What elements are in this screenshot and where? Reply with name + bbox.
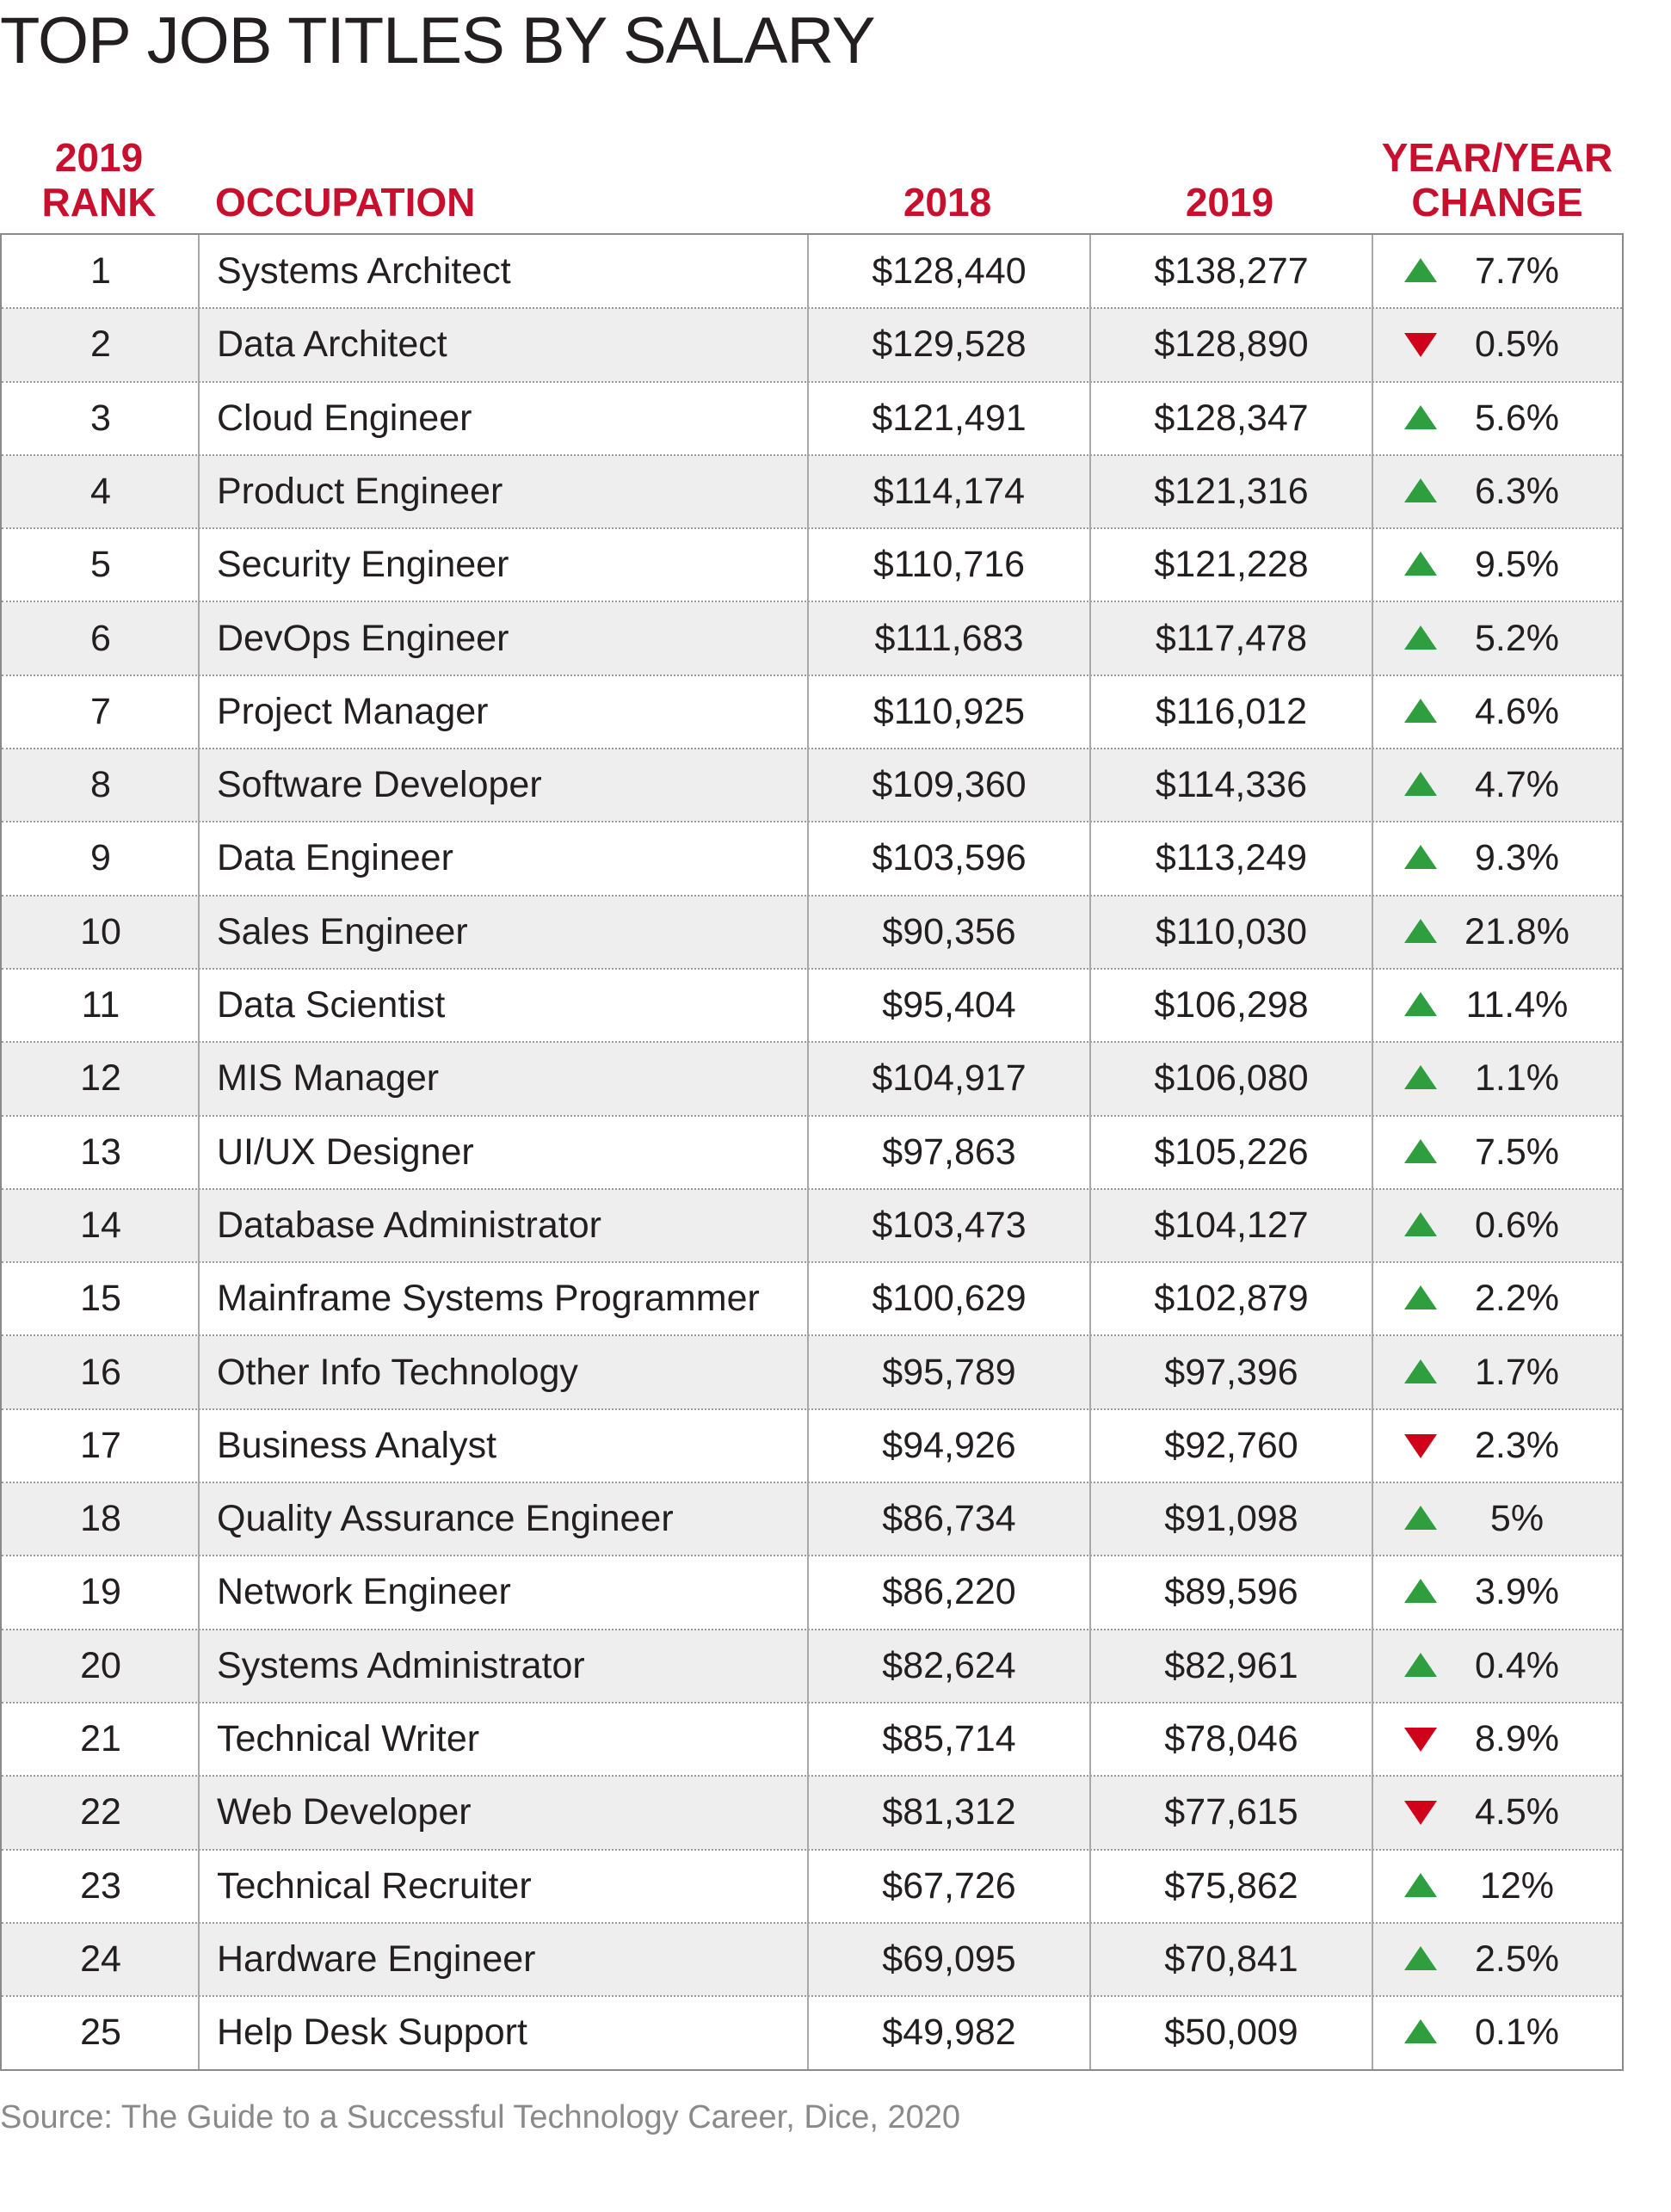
row-separator <box>2 1261 1622 1263</box>
salary-2018-cell: $128,440 <box>872 250 1027 292</box>
change-percent: 4.6% <box>1474 690 1559 732</box>
salary-2019-cell: $113,249 <box>1155 837 1308 879</box>
salary-2019-cell: $106,298 <box>1154 984 1309 1026</box>
change-cell <box>1396 1336 1602 1409</box>
table-row <box>2 455 1622 528</box>
occupation-cell: Technical Writer <box>217 1718 480 1759</box>
salary-2018-cell: $90,356 <box>882 910 1016 952</box>
table-row <box>2 1482 1622 1556</box>
change-percent: 12% <box>1479 1864 1555 1907</box>
occupation-cell: UI/UX Designer <box>217 1131 474 1173</box>
salary-2018-cell: $97,863 <box>882 1131 1016 1173</box>
change-cell <box>1396 1703 1602 1776</box>
triangle-up-icon <box>1404 1212 1437 1236</box>
table-row <box>2 308 1622 381</box>
occupation-cell: Data Architect <box>217 323 447 366</box>
table-row <box>2 1262 1622 1335</box>
header-2018: 2018 <box>903 180 992 225</box>
salary-2019-cell: $92,760 <box>1164 1424 1298 1466</box>
salary-2018-cell: $86,734 <box>882 1498 1016 1540</box>
occupation-cell: Systems Administrator <box>217 1644 585 1686</box>
salary-2019-cell: $82,961 <box>1164 1644 1298 1686</box>
change-percent: 9.3% <box>1474 837 1559 879</box>
salary-table <box>0 233 1624 2071</box>
table-row <box>2 969 1622 1042</box>
change-cell <box>1396 1189 1602 1262</box>
occupation-cell: Security Engineer <box>217 544 509 586</box>
change-percent: 5% <box>1489 1498 1545 1540</box>
table-row <box>2 749 1622 822</box>
occupation-cell: Cloud Engineer <box>217 397 472 439</box>
rank-cell: 12 <box>80 1057 121 1100</box>
salary-2018-cell: $109,360 <box>872 764 1027 806</box>
triangle-down-icon <box>1404 1434 1437 1458</box>
change-percent: 9.5% <box>1474 544 1559 586</box>
salary-2018-cell: $69,095 <box>882 1938 1016 1980</box>
salary-2019-cell: $102,879 <box>1154 1278 1309 1320</box>
change-percent: 0.4% <box>1474 1644 1559 1686</box>
triangle-down-icon <box>1404 1728 1437 1752</box>
row-separator <box>2 1629 1622 1630</box>
change-percent: 2.3% <box>1474 1424 1559 1466</box>
salary-2018-cell: $94,926 <box>882 1424 1016 1466</box>
salary-2018-cell: $104,917 <box>872 1057 1027 1100</box>
rank-cell: 20 <box>80 1644 121 1686</box>
change-cell <box>1396 1409 1602 1482</box>
change-cell <box>1396 749 1602 822</box>
change-cell <box>1396 1996 1602 2069</box>
row-separator <box>2 675 1622 676</box>
rank-cell: 13 <box>80 1131 121 1173</box>
occupation-cell: Other Info Technology <box>217 1351 578 1393</box>
salary-2018-cell: $85,714 <box>882 1718 1016 1759</box>
change-percent: 11.4% <box>1465 984 1569 1026</box>
row-separator <box>2 1041 1622 1043</box>
triangle-up-icon <box>1404 1359 1437 1383</box>
row-separator <box>2 1995 1622 1997</box>
row-separator <box>2 454 1622 456</box>
salary-2019-cell: $75,862 <box>1164 1864 1298 1907</box>
change-cell <box>1396 1923 1602 1996</box>
salary-2019-cell: $97,396 <box>1164 1351 1298 1393</box>
row-separator <box>2 1188 1622 1190</box>
change-percent: 2.5% <box>1474 1938 1559 1980</box>
table-row <box>2 1630 1622 1703</box>
rank-cell: 5 <box>90 544 111 586</box>
occupation-cell: Data Engineer <box>217 837 453 879</box>
salary-2018-cell: $86,220 <box>882 1571 1016 1613</box>
rank-cell: 22 <box>80 1791 121 1833</box>
change-cell <box>1396 969 1602 1042</box>
table-row <box>2 1850 1622 1923</box>
triangle-up-icon <box>1404 772 1437 796</box>
salary-2018-cell: $103,473 <box>872 1204 1027 1246</box>
salary-2019-cell: $116,012 <box>1155 690 1308 732</box>
salary-2019-cell: $128,347 <box>1154 397 1309 439</box>
table-row <box>2 528 1622 601</box>
row-separator <box>2 895 1622 897</box>
change-percent: 8.9% <box>1474 1718 1559 1759</box>
row-separator <box>2 1115 1622 1117</box>
row-separator <box>2 1408 1622 1410</box>
change-percent: 7.7% <box>1474 250 1559 292</box>
rank-cell: 8 <box>90 764 111 806</box>
table-row <box>2 1923 1622 1996</box>
column-divider <box>807 235 809 2069</box>
header-rank <box>0 135 198 225</box>
rank-cell: 9 <box>90 837 111 879</box>
triangle-up-icon <box>1404 478 1437 502</box>
change-cell <box>1396 455 1602 528</box>
triangle-down-icon <box>1404 333 1437 357</box>
triangle-up-icon <box>1404 919 1437 943</box>
table-row <box>2 1776 1622 1849</box>
triangle-up-icon <box>1404 699 1437 723</box>
triangle-up-icon <box>1404 2019 1437 2043</box>
rank-cell: 10 <box>80 910 121 952</box>
salary-2018-cell: $49,982 <box>882 2012 1016 2054</box>
occupation-cell: Data Scientist <box>217 984 446 1026</box>
occupation-cell: Software Developer <box>217 764 542 806</box>
change-percent: 1.1% <box>1474 1057 1559 1100</box>
table-row <box>2 896 1622 969</box>
change-cell <box>1396 1262 1602 1335</box>
source-note: Source: The Guide to a Successful Technology Career, Dice, 2020 <box>0 2099 961 2135</box>
triangle-up-icon <box>1404 1139 1437 1163</box>
column-divider <box>198 235 200 2069</box>
row-separator <box>2 1482 1622 1483</box>
row-separator <box>2 968 1622 970</box>
rank-cell: 24 <box>80 1938 121 1980</box>
rank-cell: 18 <box>80 1498 121 1540</box>
occupation-cell: Technical Recruiter <box>217 1864 532 1907</box>
triangle-up-icon <box>1404 1579 1437 1603</box>
header-change-line2: CHANGE <box>1411 180 1583 225</box>
change-percent: 0.1% <box>1474 2012 1559 2054</box>
salary-2019-cell: $78,046 <box>1164 1718 1298 1759</box>
occupation-cell: Business Analyst <box>217 1424 497 1466</box>
salary-2018-cell: $114,174 <box>872 470 1026 512</box>
salary-2019-cell: $91,098 <box>1164 1498 1298 1540</box>
rank-cell: 2 <box>90 323 111 366</box>
header-2019: 2019 <box>1185 180 1274 225</box>
rank-cell: 19 <box>80 1571 121 1613</box>
occupation-cell: Project Manager <box>217 690 489 732</box>
change-cell <box>1396 382 1602 455</box>
salary-2019-cell: $50,009 <box>1164 2012 1298 2054</box>
change-cell <box>1396 1556 1602 1629</box>
occupation-cell: Mainframe Systems Programmer <box>217 1278 760 1320</box>
change-cell <box>1396 602 1602 675</box>
row-separator <box>2 821 1622 823</box>
triangle-up-icon <box>1404 1506 1437 1530</box>
salary-2018-cell: $95,404 <box>882 984 1016 1026</box>
change-percent: 5.2% <box>1474 617 1559 659</box>
change-percent: 4.7% <box>1474 764 1559 806</box>
change-cell <box>1396 1482 1602 1556</box>
rank-cell: 16 <box>80 1351 121 1393</box>
occupation-cell: Sales Engineer <box>217 910 468 952</box>
table-row <box>2 1556 1622 1629</box>
occupation-cell: Database Administrator <box>217 1204 601 1246</box>
table-row <box>2 1189 1622 1262</box>
change-percent: 2.2% <box>1474 1278 1559 1320</box>
row-separator <box>2 381 1622 383</box>
salary-2018-cell: $82,624 <box>882 1644 1016 1686</box>
salary-2018-cell: $95,789 <box>882 1351 1016 1393</box>
occupation-cell: Hardware Engineer <box>217 1938 536 1980</box>
triangle-up-icon <box>1404 258 1437 282</box>
rank-cell: 17 <box>80 1424 121 1466</box>
change-cell <box>1396 528 1602 601</box>
salary-2018-cell: $110,716 <box>872 544 1026 586</box>
rank-cell: 11 <box>81 984 120 1026</box>
occupation-cell: DevOps Engineer <box>217 617 509 659</box>
salary-2019-cell: $121,316 <box>1154 470 1309 512</box>
rank-cell: 14 <box>80 1204 121 1246</box>
triangle-up-icon <box>1404 1065 1437 1089</box>
column-divider <box>1372 235 1373 2069</box>
header-change <box>1372 135 1623 225</box>
row-separator <box>2 1334 1622 1336</box>
change-percent: 0.5% <box>1474 323 1559 366</box>
change-cell <box>1396 896 1602 969</box>
change-cell <box>1396 235 1602 308</box>
table-row <box>2 1703 1622 1776</box>
change-percent: 7.5% <box>1474 1131 1559 1173</box>
salary-2019-cell: $89,596 <box>1164 1571 1298 1613</box>
table-row <box>2 1116 1622 1189</box>
row-separator <box>2 1922 1622 1924</box>
row-separator <box>2 1775 1622 1777</box>
row-separator <box>2 601 1622 602</box>
row-separator <box>2 1555 1622 1556</box>
salary-2019-cell: $121,228 <box>1154 544 1309 586</box>
salary-2019-cell: $138,277 <box>1154 250 1309 292</box>
salary-2018-cell: $129,528 <box>872 323 1027 366</box>
table-row <box>2 602 1622 675</box>
change-percent: 5.6% <box>1474 397 1559 439</box>
occupation-cell: MIS Manager <box>217 1057 440 1100</box>
row-separator <box>2 307 1622 309</box>
triangle-up-icon <box>1404 1285 1437 1309</box>
salary-2018-cell: $67,726 <box>882 1864 1016 1907</box>
header-occupation: OCCUPATION <box>215 180 476 225</box>
rank-cell: 1 <box>90 250 111 292</box>
row-separator <box>2 1702 1622 1704</box>
table-row <box>2 1042 1622 1115</box>
header-rank-line1: 2019 <box>54 135 144 180</box>
occupation-cell: Quality Assurance Engineer <box>217 1498 674 1540</box>
change-cell <box>1396 1116 1602 1189</box>
salary-2019-cell: $77,615 <box>1164 1791 1298 1833</box>
header-rank-line2: RANK <box>41 180 157 225</box>
table-row <box>2 822 1622 895</box>
chart-title: TOP JOB TITLES BY SALARY <box>0 4 875 77</box>
salary-2019-cell: $110,030 <box>1155 910 1308 952</box>
change-percent: 0.6% <box>1474 1204 1559 1246</box>
change-percent: 3.9% <box>1474 1571 1559 1613</box>
salary-2019-cell: $114,336 <box>1155 764 1308 806</box>
change-cell <box>1396 1630 1602 1703</box>
rank-cell: 3 <box>90 397 111 439</box>
salary-2018-cell: $111,683 <box>874 617 1024 659</box>
salary-2019-cell: $128,890 <box>1154 323 1309 366</box>
rank-cell: 4 <box>90 470 111 512</box>
triangle-up-icon <box>1404 625 1437 650</box>
change-percent: 6.3% <box>1474 470 1559 512</box>
triangle-up-icon <box>1404 405 1437 429</box>
occupation-cell: Help Desk Support <box>217 2012 527 2054</box>
table-row <box>2 675 1622 749</box>
salary-2019-cell: $104,127 <box>1154 1204 1309 1246</box>
rank-cell: 23 <box>80 1864 121 1907</box>
triangle-up-icon <box>1404 1946 1437 1970</box>
change-percent: 21.8% <box>1464 910 1569 952</box>
occupation-cell: Product Engineer <box>217 470 503 512</box>
salary-2018-cell: $81,312 <box>882 1791 1016 1833</box>
table-row <box>2 1336 1622 1409</box>
change-cell <box>1396 1776 1602 1849</box>
column-divider <box>1089 235 1091 2069</box>
change-cell <box>1396 308 1602 381</box>
row-separator <box>2 527 1622 529</box>
salary-2019-cell: $70,841 <box>1164 1938 1298 1980</box>
rank-cell: 7 <box>90 690 111 732</box>
table-row <box>2 1409 1622 1482</box>
table-row <box>2 382 1622 455</box>
change-percent: 4.5% <box>1474 1791 1559 1833</box>
salary-2018-cell: $121,491 <box>872 397 1027 439</box>
occupation-cell: Network Engineer <box>217 1571 511 1613</box>
triangle-up-icon <box>1404 551 1437 576</box>
table-row <box>2 1996 1622 2069</box>
salary-2018-cell: $110,925 <box>872 690 1026 732</box>
triangle-up-icon <box>1404 1653 1437 1677</box>
triangle-down-icon <box>1404 1801 1437 1825</box>
rank-cell: 15 <box>80 1278 121 1320</box>
rank-cell: 21 <box>80 1718 121 1759</box>
occupation-cell: Systems Architect <box>217 250 511 292</box>
salary-2019-cell: $105,226 <box>1154 1131 1309 1173</box>
rank-cell: 25 <box>80 2012 121 2054</box>
change-cell <box>1396 1042 1602 1115</box>
header-change-line1: YEAR/YEAR <box>1381 135 1613 180</box>
salary-2018-cell: $103,596 <box>872 837 1027 879</box>
table-row <box>2 235 1622 308</box>
triangle-up-icon <box>1404 845 1437 869</box>
triangle-up-icon <box>1404 992 1437 1016</box>
salary-2019-cell: $106,080 <box>1154 1057 1309 1100</box>
change-cell <box>1396 822 1602 895</box>
change-cell <box>1396 1850 1602 1923</box>
change-percent: 1.7% <box>1474 1351 1559 1393</box>
occupation-cell: Web Developer <box>217 1791 472 1833</box>
change-cell <box>1396 675 1602 749</box>
row-separator <box>2 1849 1622 1851</box>
rank-cell: 6 <box>90 617 111 659</box>
salary-2019-cell: $117,478 <box>1155 617 1308 659</box>
row-separator <box>2 748 1622 749</box>
salary-2018-cell: $100,629 <box>872 1278 1027 1320</box>
triangle-up-icon <box>1404 1873 1437 1897</box>
